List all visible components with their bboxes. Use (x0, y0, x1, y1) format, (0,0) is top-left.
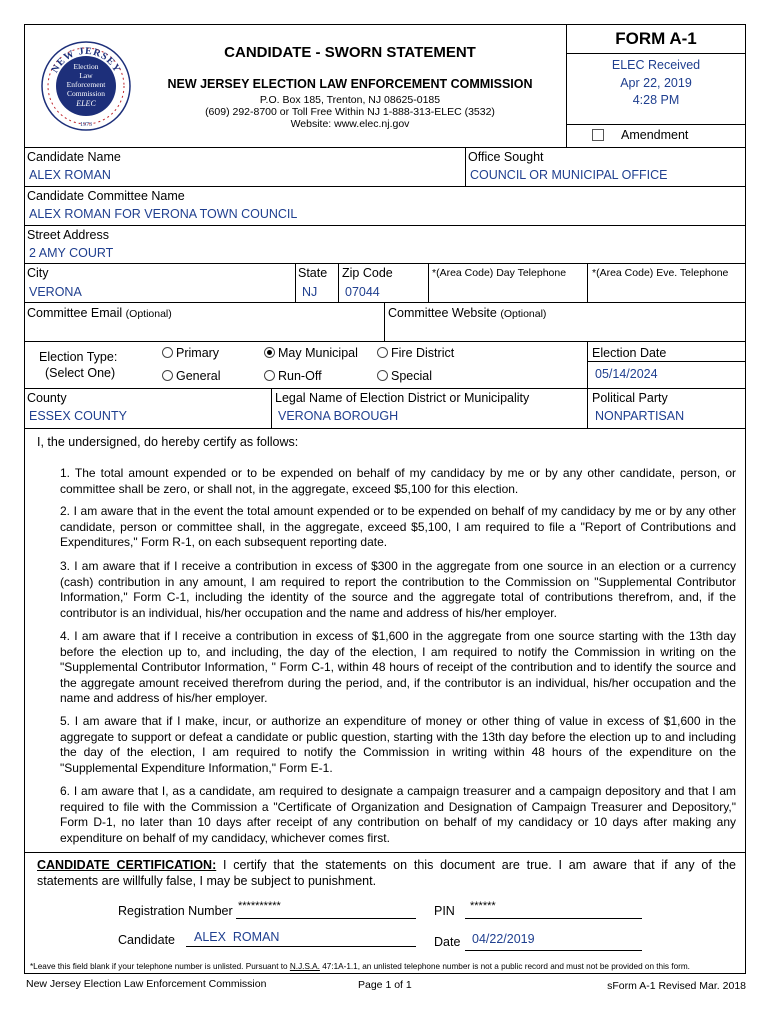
elec-seal-logo (38, 40, 134, 132)
amendment-label: Amendment (621, 128, 689, 142)
statement-paragraph-4: 4. I am aware that if I receive a contribution in excess of $1,600 in the aggregate from one source starting with the 13th day before the election up to, and including, the day of the election, I am required to notify the Commission in writing on the "Supplemental Contributor Information, " Form C-1, within 48 hours of receipt of the contribution and to identify the source and the aggregate amount received therefrom during the period, and, if the contributor is an individual, his/her occupation and the name and address of his/her employer. (60, 629, 736, 706)
row-divider (24, 186, 746, 187)
certification-heading: CANDIDATE CERTIFICATION: (37, 858, 217, 872)
col-divider (295, 263, 296, 302)
day-phone-label: *(Area Code) Day Telephone (432, 267, 567, 279)
state-field[interactable]: NJ (302, 285, 318, 299)
candidate-certification (37, 857, 736, 889)
radio-fire-district[interactable] (377, 346, 454, 360)
candidate-signature-field[interactable]: ALEX ROMAN (194, 930, 280, 944)
email-label-text: Committee Email (27, 306, 123, 320)
radio-may-municipal[interactable] (264, 346, 358, 360)
office-sought-field[interactable]: COUNCIL OR MUNICIPAL OFFICE (470, 168, 668, 182)
election-date-divider (587, 361, 746, 362)
col-divider (428, 263, 429, 302)
registration-number-field[interactable]: ********** (238, 900, 281, 912)
col-divider (587, 263, 588, 302)
radio-runoff-label: Run-Off (278, 369, 322, 383)
radio-runoff-circle (264, 370, 275, 381)
seal-year: 1973 (80, 122, 92, 128)
date-field[interactable]: 04/22/2019 (472, 932, 535, 946)
amendment-divider (566, 124, 746, 125)
committee-name-label: Candidate Committee Name (27, 189, 185, 203)
col-divider (271, 388, 272, 428)
row-divider (24, 388, 746, 389)
commission-name: NEW JERSEY ELECTION LAW ENFORCEMENT COMMISSION (167, 77, 533, 91)
radio-runoff[interactable] (264, 369, 322, 383)
radio-primary-circle (162, 347, 173, 358)
radio-general-label: General (176, 369, 221, 383)
received-time: 4:28 PM (632, 93, 680, 107)
form-id-divider (566, 53, 746, 54)
street-address-field[interactable]: 2 AMY COURT (29, 246, 114, 260)
received-date: Apr 22, 2019 (620, 76, 692, 90)
footer-page-number: Page 1 of 1 (358, 979, 412, 991)
party-field[interactable]: NONPARTISAN (595, 409, 685, 423)
committee-email-label (27, 306, 172, 320)
footer-form-revision: sForm A-1 Revised Mar. 2018 (607, 980, 746, 992)
registration-number-label: Registration Number (118, 904, 233, 918)
row-divider (24, 302, 746, 303)
zip-label: Zip Code (342, 266, 393, 280)
county-label: County (27, 391, 67, 405)
radio-general-circle (162, 370, 173, 381)
received-label: ELEC Received (611, 58, 701, 72)
candidate-underline (186, 946, 416, 947)
city-label: City (27, 266, 49, 280)
radio-special-label: Special (391, 369, 432, 383)
certification-text: I certify that the statements on this document are true. I am aware that if any of the statements are willfully false, I may be subject to punishment. (37, 858, 736, 888)
row-divider (24, 263, 746, 264)
election-date-field[interactable]: 05/14/2024 (595, 367, 658, 381)
unlisted-phone-note (30, 962, 740, 971)
pin-underline (465, 918, 642, 919)
radio-primary-label: Primary (176, 346, 220, 360)
col-divider (587, 341, 588, 428)
party-label: Political Party (592, 391, 668, 405)
seal-top-text: NEW JERSEY (49, 45, 123, 75)
candidate-name-field[interactable]: ALEX ROMAN (29, 168, 111, 182)
candidate-name-label: Candidate Name (27, 150, 121, 164)
registration-underline (236, 918, 416, 919)
seal-line4: Commission (67, 89, 105, 98)
state-label: State (298, 266, 328, 280)
amendment-checkbox[interactable] (592, 129, 604, 141)
radio-may-municipal-circle (264, 347, 275, 358)
note-text-pre: *Leave this field blank if your telephone number is unlisted. Pursuant to (30, 962, 290, 971)
city-field[interactable]: VERONA (29, 285, 82, 299)
col-divider (465, 147, 466, 186)
form-title: CANDIDATE - SWORN STATEMENT (224, 44, 476, 61)
row-divider (24, 341, 746, 342)
election-date-label: Election Date (592, 346, 667, 360)
district-label: Legal Name of Election District or Municipality (275, 391, 530, 405)
statement-paragraph-2: 2. I am aware that in the event the total amount expended or to be expended on behalf of my candidacy by me or by any other candidate, person or committee shall, in the aggregate, exceed $5,100, I am required to file a "Report of Contributions and Expenditures," Form R-1, on each subsequent reporting date. (60, 504, 736, 550)
statement-paragraph-5: 5. I am aware that if I make, incur, or authorize an expenditure of money or other thing of value in excess of $1,600 in the aggregate to support or defeat a candidate or public question, starting with the 13th day before the election up to and including the day of the election, I am required to notify the Commission in writing within 48 hours of the expenditure on the "Supplemental Expenditure Information," Form E-1. (60, 714, 736, 775)
commission-website: Website: www.elec.nj.gov (290, 118, 410, 130)
radio-primary[interactable] (162, 346, 219, 360)
radio-general[interactable] (162, 369, 220, 383)
commission-address: P.O. Box 185, Trenton, NJ 08625-0185 (259, 94, 441, 106)
committee-website-label (388, 306, 546, 320)
website-optional-note: (Optional) (500, 308, 547, 320)
date-label: Date (434, 935, 461, 949)
radio-fire-district-label: Fire District (391, 346, 455, 360)
radio-fire-district-circle (377, 347, 388, 358)
date-underline (465, 950, 642, 951)
col-divider (384, 302, 385, 341)
election-type-label: Election Type: (39, 350, 118, 364)
note-text-post: 47:1A-1.1, an unlisted telephone number is not a public record and must not be provided on this form. (319, 962, 690, 971)
seal-mark: ELEC (76, 99, 96, 108)
county-field[interactable]: ESSEX COUNTY (29, 409, 127, 423)
committee-name-field[interactable]: ALEX ROMAN FOR VERONA TOWN COUNCIL (29, 207, 298, 221)
radio-special[interactable] (377, 369, 432, 383)
zip-field[interactable]: 07044 (345, 285, 380, 299)
statement-paragraph-1: 1. The total amount expended or to be expended on behalf of my candidacy by me or by any other candidate, person, or committee shall be zero, or shall not, in the aggregate, exceed $5,100 for this election. (60, 466, 736, 496)
row-divider (24, 225, 746, 226)
district-field[interactable]: VERONA BOROUGH (278, 409, 399, 423)
candidate-signature-label: Candidate (118, 933, 175, 947)
radio-special-circle (377, 370, 388, 381)
statement-paragraph-3: 3. I am aware that if I receive a contribution in excess of $300 in the aggregate from one source in an election or a currency (cash) contribution in any amount, I am required to report the contribution to the Commission on "Supplemental Contributor Information," Form C-1, including the identity of the source and the aggregate total of contributions therefrom, and, if the contributor is an individual, his/her occupation and the name and address of his/her employer. (60, 559, 736, 620)
row-divider (24, 852, 746, 853)
pin-label: PIN (434, 904, 455, 918)
pin-field[interactable]: ****** (470, 900, 496, 912)
website-label-text: Committee Website (388, 306, 497, 320)
election-type-sublabel: (Select One) (45, 366, 116, 380)
seal-line2: Law (79, 71, 93, 80)
commission-phone: (609) 292-8700 or Toll Free Within NJ 1-888-313-ELEC (3532) (205, 106, 495, 118)
row-divider (24, 428, 746, 429)
email-optional-note: (Optional) (125, 308, 172, 320)
seal-line3: Enforcement (66, 80, 106, 89)
eve-phone-label: *(Area Code) Eve. Telephone (592, 267, 729, 279)
note-statute: N.J.S.A. (289, 962, 320, 971)
footer-org: New Jersey Election Law Enforcement Commission (26, 978, 267, 990)
street-address-label: Street Address (27, 228, 109, 242)
seal-line1: Election (73, 62, 99, 71)
office-sought-label: Office Sought (468, 150, 544, 164)
radio-may-municipal-label: May Municipal (278, 346, 358, 360)
col-divider (338, 263, 339, 302)
statement-intro: I, the undersigned, do hereby certify as follows: (37, 435, 299, 449)
row-divider (24, 147, 746, 148)
form-id: FORM A-1 (615, 29, 697, 48)
statement-paragraph-6: 6. I am aware that I, as a candidate, am required to designate a campaign treasurer and a campaign depository and that I am required to file with the Commission a "Certificate of Organization and Designation of Campaign Treasurer and Depository," Form D-1, no later than 10 days after receipt of any contribution on behalf of my candidacy or 10 days after making any expenditure on behalf of my candidacy, whichever comes first. (60, 784, 736, 845)
